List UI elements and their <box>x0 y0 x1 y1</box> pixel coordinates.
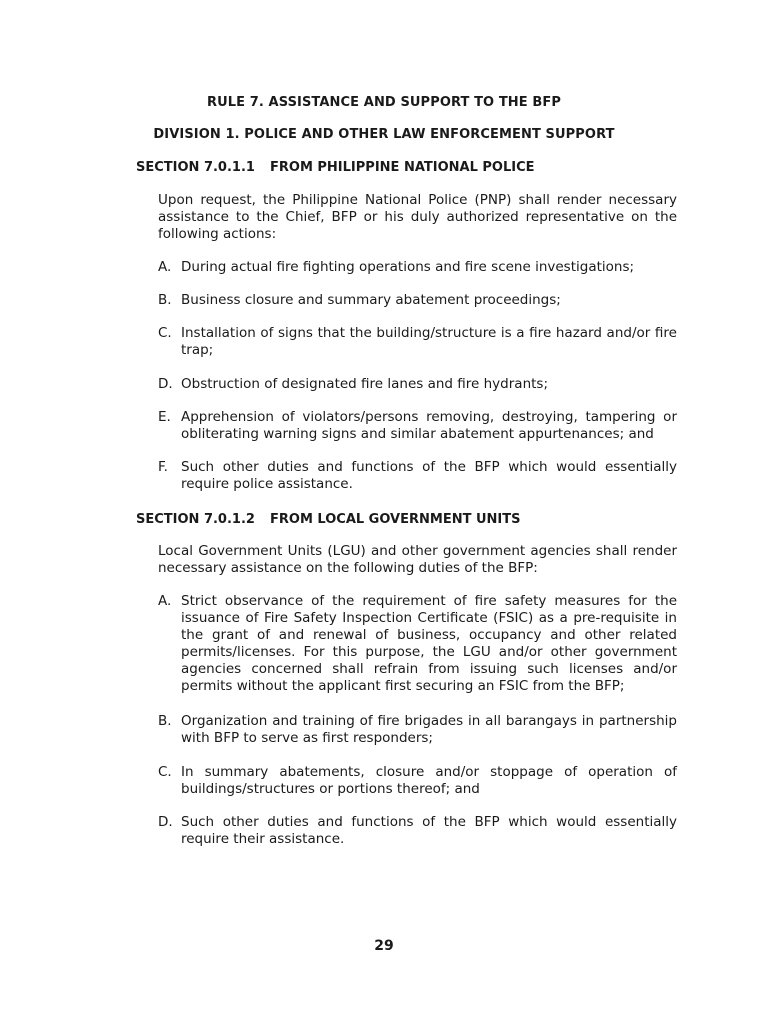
list-marker: C. <box>158 325 172 341</box>
section-heading <box>136 511 521 528</box>
section-heading <box>136 159 535 176</box>
list-item <box>158 376 677 393</box>
list-marker: F. <box>158 459 168 475</box>
section-intro: Upon request, the Philippine National Police (PNP) shall render necessary assistance to the Chief, BFP or his duly authorized representative on the following actions: <box>158 192 677 242</box>
page-number: 29 <box>374 938 394 954</box>
list-marker: A. <box>158 259 172 275</box>
list-item-text: Business closure and summary abatement proceedings; <box>181 292 561 308</box>
list-marker: B. <box>158 713 172 729</box>
section-title: FROM LOCAL GOVERNMENT UNITS <box>270 512 521 527</box>
list-item-text: Obstruction of designated fire lanes and fire hydrants; <box>181 376 548 392</box>
list-item <box>158 814 677 848</box>
section-title: FROM PHILIPPINE NATIONAL POLICE <box>270 160 535 175</box>
list-item-text: Organization and training of fire brigades in all barangays in partnership with BFP to serve as first responders; <box>181 713 677 746</box>
list-marker: A. <box>158 593 172 609</box>
list-item <box>158 292 677 309</box>
list-item-text: Such other duties and functions of the BFP which would essentially require police assistance. <box>181 459 677 492</box>
list-item-text: Apprehension of violators/persons removing, destroying, tampering or obliterating warning signs and similar abatement appurtenances; and <box>181 409 677 442</box>
division-title: DIVISION 1. POLICE AND OTHER LAW ENFORCEMENT SUPPORT <box>153 127 615 142</box>
list-item <box>158 259 677 276</box>
list-marker: D. <box>158 814 173 830</box>
rule-title: RULE 7. ASSISTANCE AND SUPPORT TO THE BFP <box>206 95 562 110</box>
list-item <box>158 593 677 695</box>
list-item-text: Strict observance of the requirement of fire safety measures for the issuance of Fire Safety Inspection Certificate (FSIC) as a pre-requisite in the grant of and renewal of business, occupancy and other related permits/licenses. For this purpose, the LGU and/or other government agencies concerned shall refrain from issuing such licenses and/or permits without the applicant first securing an FSIC from the BFP; <box>181 593 677 694</box>
section-number: SECTION 7.0.1.2 <box>136 512 255 527</box>
list-item-text: Such other duties and functions of the BFP which would essentially require their assistance. <box>181 814 677 847</box>
section-intro: Local Government Units (LGU) and other government agencies shall render necessary assistance on the following duties of the BFP: <box>158 543 677 576</box>
list-item <box>158 325 677 359</box>
list-item <box>158 459 677 493</box>
section-number: SECTION 7.0.1.1 <box>136 160 255 175</box>
list-item-text: Installation of signs that the building/structure is a fire hazard and/or fire trap; <box>181 325 677 358</box>
list-marker: C. <box>158 764 172 780</box>
list-item <box>158 764 677 798</box>
list-item <box>158 409 677 443</box>
list-marker: E. <box>158 409 171 425</box>
list-item-text: During actual fire fighting operations and fire scene investigations; <box>181 259 635 275</box>
list-marker: D. <box>158 376 173 392</box>
list-marker: B. <box>158 292 172 308</box>
list-item-text: In summary abatements, closure and/or stoppage of operation of buildings/structures or portions thereof; and <box>181 764 677 797</box>
list-item <box>158 713 677 747</box>
